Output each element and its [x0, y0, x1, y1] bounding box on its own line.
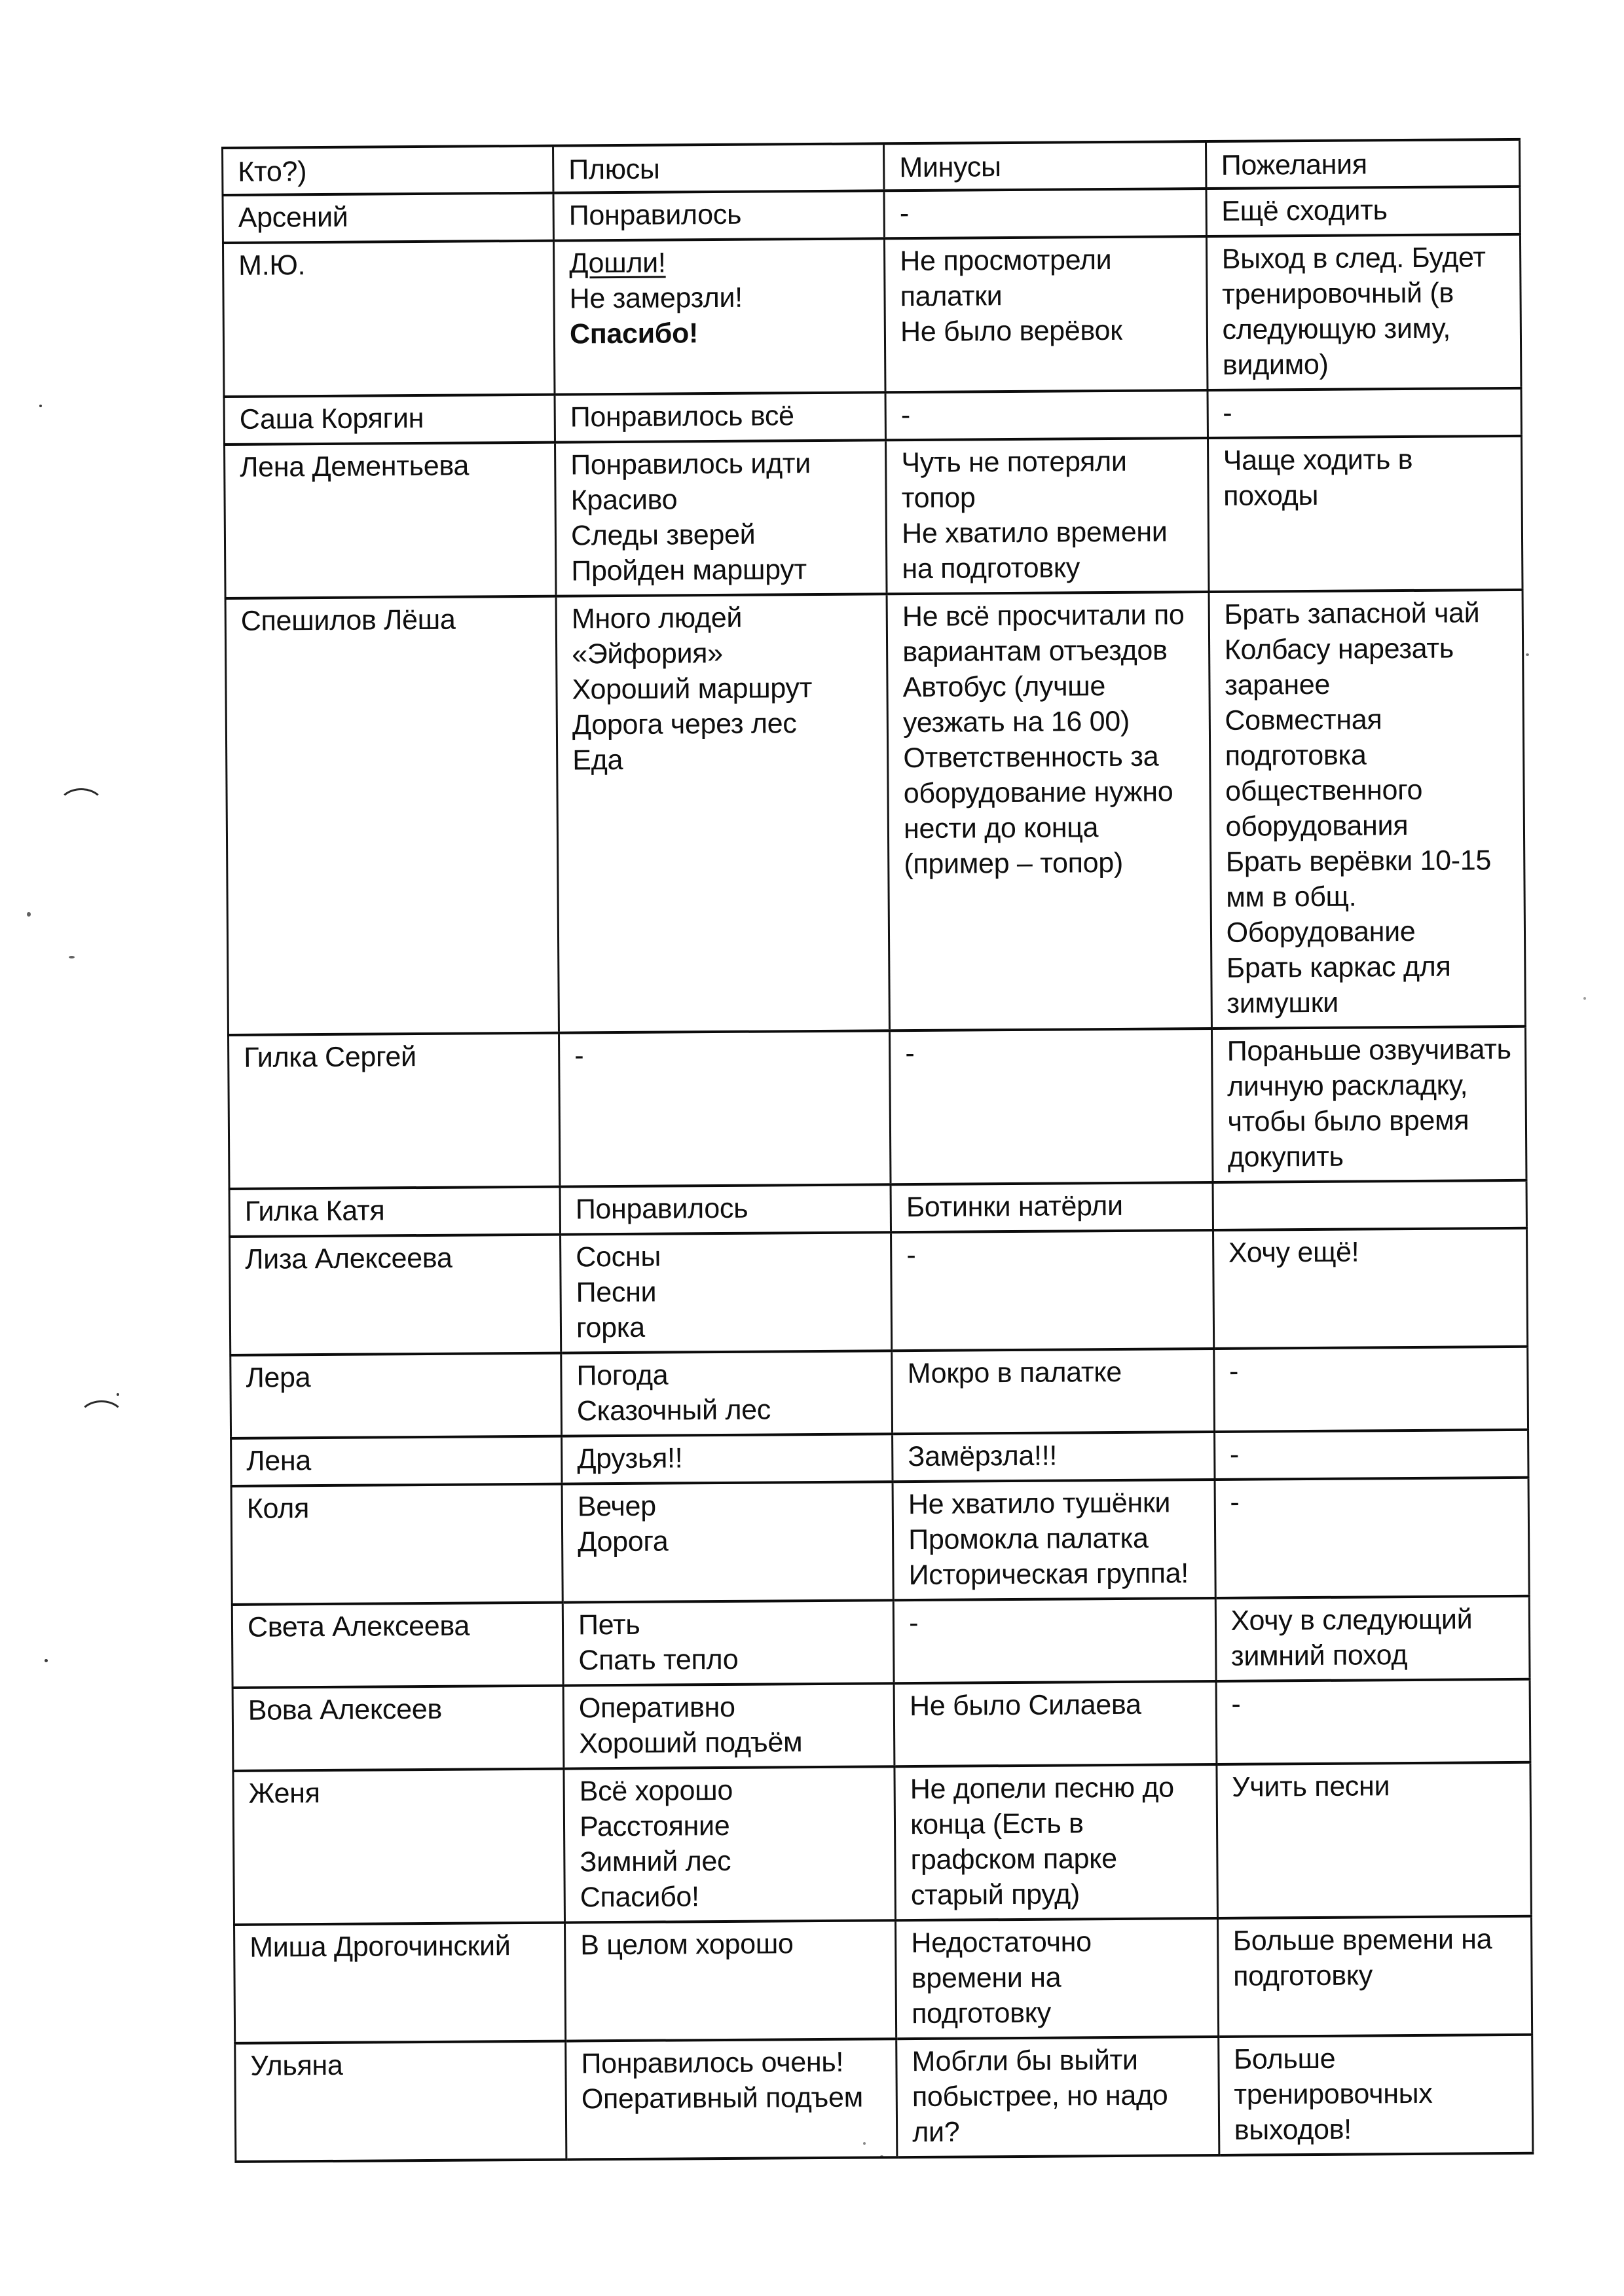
cell-line: Дорога [578, 1525, 669, 1558]
cell-who [232, 1603, 563, 1688]
cell-minus [896, 1918, 1219, 2039]
cell-line: Женя [248, 1777, 320, 1810]
cell-plus [560, 1184, 891, 1234]
cell-minus [892, 1349, 1214, 1434]
feedback-table [221, 138, 1534, 2163]
cell-who [225, 443, 557, 598]
cell-line: Больше времени на подготовку [1232, 1923, 1492, 1992]
cell-plus [566, 2039, 897, 2159]
cell-wishes [1217, 1762, 1532, 1918]
cell-line: В целом хорошо [580, 1928, 794, 1961]
table-row [233, 1762, 1532, 1925]
table-row [234, 1916, 1532, 2043]
cell-line: Вова Алексеев [248, 1693, 443, 1726]
cell-line: Оперативно [578, 1691, 735, 1724]
cell-wishes [1208, 436, 1522, 592]
col-header-minus: Минусы [884, 141, 1206, 191]
cell-minus [886, 438, 1209, 594]
cell-who [235, 2041, 566, 2162]
cell-line: Коля [246, 1493, 310, 1525]
cell-line: Брать каркас для зимушки [1226, 951, 1451, 1019]
cell-line: Миша Дрогочинский [249, 1930, 511, 1963]
col-header-plus: Плюсы [553, 143, 885, 192]
cell-who [231, 1484, 563, 1605]
cell-minus [894, 1681, 1216, 1766]
cell-wishes [1209, 590, 1526, 1029]
cell-line: Пройден маршрут [571, 554, 807, 587]
cell-line: - [908, 1607, 919, 1639]
cell-line: Больше тренировочных выходов! [1233, 2043, 1433, 2146]
cell-plus [555, 392, 886, 442]
cell-who [230, 1235, 561, 1355]
cell-minus [885, 236, 1208, 392]
cell-who [224, 395, 555, 445]
cell-line: Не хватило времени на подготовку [901, 516, 1168, 585]
cell-line: Зимний лес [580, 1845, 731, 1878]
cell-line: Лена Дементьева [240, 450, 470, 483]
cell-plus [556, 594, 889, 1032]
cell-line: Недостаточно времени на подготовку [911, 1926, 1092, 2030]
cell-plus [561, 1232, 892, 1353]
cell-line: Промокла палатка [908, 1522, 1149, 1556]
cell-plus [565, 1920, 896, 2041]
header-row [223, 139, 1520, 195]
scan-mark-arc [78, 1400, 125, 1437]
cell-minus [891, 1230, 1214, 1351]
cell-line: М.Ю. [238, 249, 306, 282]
cell-plus [563, 1600, 894, 1685]
col-header-who: Кто?) [223, 146, 554, 195]
cell-line: Не всё просчитали по вариантам отъездов [902, 599, 1185, 668]
table-row [225, 590, 1525, 1035]
cell-wishes [1215, 1596, 1530, 1681]
cell-line: - [900, 399, 911, 431]
cell-who [225, 596, 559, 1035]
cell-line: Хочу ещё! [1228, 1236, 1359, 1269]
cell-wishes [1206, 187, 1521, 236]
cell-wishes [1214, 1430, 1528, 1480]
cell-line: Чуть не потеряли топор [901, 445, 1127, 515]
cell-wishes [1217, 1916, 1532, 2037]
cell-minus [890, 1029, 1213, 1184]
cell-line: - [899, 198, 910, 230]
cell-plus [564, 1766, 896, 1922]
cell-line: Арсений [238, 201, 348, 234]
cell-line: Брать запасной чай [1224, 597, 1480, 630]
table-row [232, 1679, 1530, 1771]
cell-line: Ответственность за оборудование нужно нести до конца (пример – топор) [903, 740, 1173, 881]
cell-line: Историческая группа! [908, 1558, 1189, 1592]
cell-line: Сказочный лес [576, 1394, 771, 1427]
cell-line: Много людей [571, 602, 743, 635]
cell-wishes [1213, 1347, 1528, 1432]
cell-line: Ботинки натёрли [906, 1190, 1123, 1224]
cell-plus [553, 191, 885, 240]
table-row [224, 388, 1521, 445]
cell-minus [896, 2037, 1219, 2157]
cell-wishes [1215, 1478, 1530, 1598]
cell-line: Друзья!! [577, 1442, 683, 1475]
table-row [232, 1596, 1530, 1688]
cell-plus [554, 238, 886, 394]
cell-line: Не хватило тушёнки [908, 1487, 1171, 1521]
cell-line: Замёрзла!!! [908, 1440, 1058, 1473]
cell-line: Брать верёвки 10-15 мм в общ. [1225, 845, 1492, 913]
cell-plus [562, 1434, 893, 1484]
table-row [230, 1228, 1528, 1355]
cell-line: Саша Корягин [239, 402, 424, 435]
cell-line: Лера [246, 1362, 311, 1394]
cell-line: Чаще ходить в походы [1223, 443, 1413, 512]
scan-speck [45, 1659, 48, 1662]
cell-plus [559, 1030, 891, 1186]
cell-line: Учить песни [1232, 1770, 1390, 1803]
cell-plus [563, 1683, 895, 1768]
cell-line: - [574, 1040, 584, 1072]
cell-line: - [1231, 1688, 1241, 1720]
cell-line: Автобус (лучше уезжать на 16 00) [902, 670, 1130, 739]
cell-line: Спасибо! [569, 318, 699, 350]
cell-who [231, 1436, 563, 1486]
cell-line: Дошли! [569, 247, 666, 280]
cell-line: Погода [576, 1359, 669, 1392]
cell-who [223, 241, 555, 397]
cell-line: Понравилось очень! [581, 2046, 844, 2080]
scan-speck [1583, 997, 1586, 1000]
cell-line: Колбасу нарезать заранее [1224, 632, 1454, 701]
cell-line: Мокро в палатке [907, 1356, 1122, 1390]
cell-who [233, 1769, 565, 1925]
cell-who [229, 1187, 561, 1237]
cell-line: Совместная подготовка общественного оборудования [1225, 704, 1423, 843]
cell-line: Ещё сходить [1221, 194, 1388, 227]
cell-line: - [1223, 397, 1232, 429]
cell-line: «Эйфория» [572, 637, 723, 670]
cell-line: Лиза Алексеева [245, 1242, 452, 1275]
table-row [223, 187, 1520, 243]
table-row [225, 436, 1523, 598]
table-row [231, 1430, 1528, 1486]
cell-line: - [905, 1038, 915, 1070]
cell-line: Оперативный подъем [581, 2081, 864, 2115]
cell-line: Вечер [577, 1490, 656, 1523]
cell-plus [562, 1482, 893, 1602]
cell-line: Понравилось всё [570, 400, 794, 433]
cell-minus [885, 390, 1208, 440]
cell-minus [884, 189, 1206, 238]
scan-speck [39, 405, 42, 407]
cell-line: - [1229, 1438, 1240, 1470]
scan-speck [27, 912, 31, 917]
cell-minus [893, 1432, 1215, 1482]
table-row [229, 1180, 1526, 1237]
scan-speck [69, 956, 75, 958]
cell-line: Красиво [570, 484, 678, 517]
scan-speck [1526, 653, 1529, 656]
cell-plus [555, 440, 887, 596]
cell-line: Не было верёвок [900, 314, 1122, 348]
cell-line: Не замерзли! [569, 282, 743, 315]
cell-line: Всё хорошо [579, 1774, 733, 1808]
cell-wishes [1208, 388, 1522, 438]
cell-line: Хороший маршрут [572, 672, 813, 706]
cell-wishes [1206, 234, 1521, 390]
cell-line: Не просмотрели палатки [900, 244, 1112, 313]
cell-line: Мобгли бы выйти побыстрее, но надо ли? [912, 2044, 1168, 2149]
cell-line: Лена [246, 1445, 312, 1477]
cell-line: - [1230, 1486, 1240, 1518]
cell-line: Расстояние [579, 1810, 730, 1843]
cell-minus [895, 1764, 1217, 1920]
cell-line: Света Алексеева [247, 1610, 470, 1643]
cell-minus [893, 1480, 1215, 1600]
cell-who [228, 1033, 560, 1189]
cell-wishes [1211, 1027, 1526, 1182]
table-row [231, 1478, 1529, 1605]
cell-line: Гилка Катя [244, 1195, 385, 1228]
cell-line: Хороший подъём [579, 1726, 803, 1760]
table-row [223, 234, 1521, 397]
cell-line: Выход в след. Будет тренировочный (в следующую зиму, видимо) [1221, 242, 1486, 381]
cell-line: Понравилось [568, 198, 742, 232]
cell-line: Спешилов Лёша [240, 604, 456, 637]
table-header [223, 139, 1520, 195]
cell-line: Оборудование [1226, 915, 1416, 949]
cell-line: Песни [576, 1276, 657, 1309]
cell-line: Понравилось [575, 1192, 748, 1226]
cell-who [234, 1923, 566, 2043]
cell-line: - [906, 1239, 916, 1271]
cell-line: Следы зверей [570, 519, 756, 552]
cell-minus [893, 1598, 1215, 1683]
table-row [228, 1027, 1526, 1189]
cell-wishes [1216, 1679, 1530, 1764]
table-body [223, 187, 1533, 2162]
cell-line: Ульяна [250, 2049, 343, 2082]
cell-line: Пораньше озвучивать личную раскладку, чтобы было время докупить [1227, 1033, 1511, 1173]
cell-line: Не было Силаева [909, 1688, 1141, 1722]
table-row [231, 1347, 1528, 1438]
cell-line: Сосны [576, 1241, 661, 1273]
cell-wishes [1218, 2035, 1533, 2155]
cell-line: Спасибо! [580, 1881, 699, 1914]
cell-minus [887, 592, 1211, 1030]
cell-who [232, 1686, 564, 1771]
scan-mark-arc [58, 788, 105, 825]
cell-wishes [1213, 1228, 1528, 1349]
table-row [235, 2035, 1533, 2162]
cell-wishes [1213, 1180, 1527, 1230]
cell-line: Дорога через лес [572, 708, 797, 741]
cell-line: Хочу в следующий зимний поход [1230, 1603, 1473, 1672]
cell-line: Спать тепло [578, 1643, 739, 1677]
col-header-wishes: Пожелания [1206, 139, 1520, 189]
cell-line: Гилка Сергей [244, 1041, 416, 1074]
cell-who [231, 1353, 562, 1438]
cell-line: Понравилось идти [570, 448, 811, 481]
cell-line: Еда [572, 744, 623, 776]
cell-line: - [1228, 1355, 1239, 1387]
cell-plus [561, 1351, 893, 1436]
cell-line: Петь [578, 1609, 640, 1641]
cell-line: горка [576, 1311, 645, 1344]
cell-who [223, 193, 554, 243]
cell-minus [891, 1182, 1213, 1232]
scan-speck [117, 1393, 119, 1396]
cell-line: Не допели песню до конца (Есть в графском парке старый пруд) [910, 1772, 1174, 1912]
